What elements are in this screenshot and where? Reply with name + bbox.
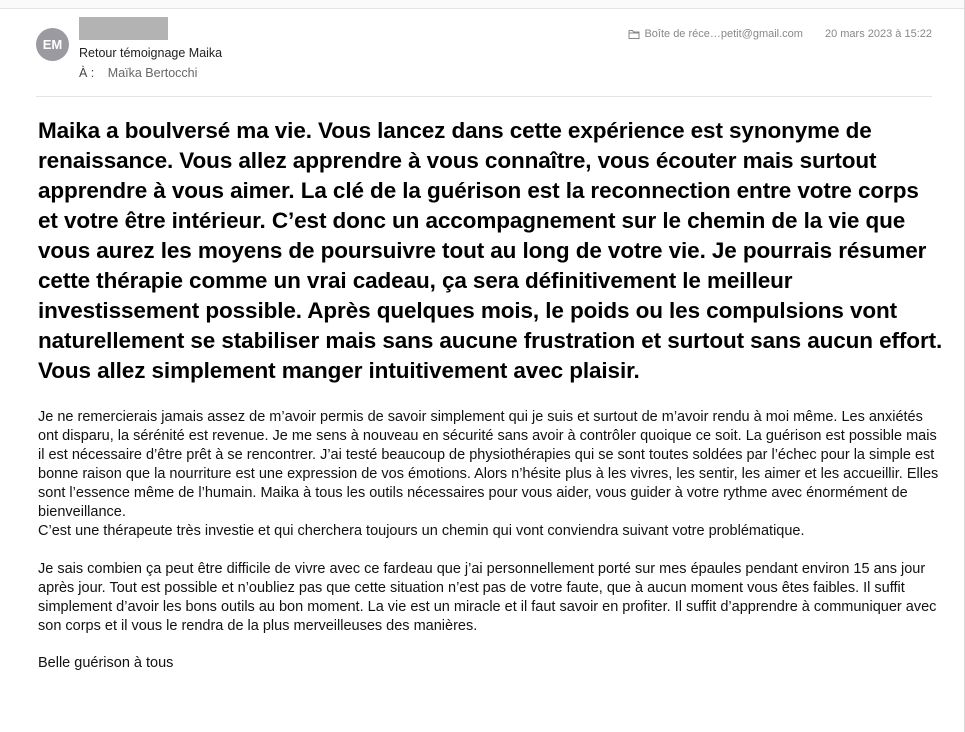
email-date: 20 mars 2023 à 15:22: [824, 28, 932, 40]
folder-icon: [628, 28, 640, 40]
body-paragraph-1: Je ne remercierais jamais assez de m’avoir permis de savoir simplement qui je suis et surtout de m’avoir rendu à moi même. Les anxiétés ont disparu, la sérénité est revenue. Je me sens à nouveau en sécurité sans avoir à contrôler quoique ce soit. La guérison est possible mais il est nécessaire d’être prêt à se rencontrer. J’ai testé beaucoup de physiothérapies qui se sont toutes soldées par l’échec pour la simple est bonne raison que la nourriture est une expression de vos émotions. Alors n’hésite plus à les vivres, les sentir, les aimer et les accueillir. Elles sont l’essence même de l’humain. Maika à tous les outils nécessaires pour vous aider, vous guider à votre rythme avec énormément de bienveillance.: [38, 409, 939, 520]
body-paragraph-2: C’est une thérapeute très investie et qui cherchera toujours un chemin qui vont conviendra suivant votre problématique.: [38, 523, 805, 539]
closing-line: Belle guérison à tous: [38, 655, 174, 671]
to-label: À :: [79, 66, 95, 80]
recipient-row: [79, 66, 197, 80]
header-divider: [36, 96, 932, 97]
window-top-edge: [0, 0, 965, 9]
mailbox-label: Boîte de réce…petit@gmail.com: [644, 28, 803, 40]
email-body: [38, 116, 943, 673]
email-subject: Retour témoignage Maika: [79, 46, 223, 60]
body-paragraph-3: Je sais combien ça peut être difficile de vivre avec ce fardeau que j’ai personnellement porté sur mes épaules pendant environ 15 ans jour après jour. Tout est possible et n’oubliez pas que cette situation n’est pas de votre faute, que à aucun moment vous êtes faibles. Il suffit simplement d’avoir les bons outils au bon moment. La vie est un miracle et il faut savoir en profiter. Il suffit d’apprendre à communiquer avec son corps et il vous le rendra de la plus merveilleuses des manières.: [38, 561, 937, 634]
mailbox-link[interactable]: [628, 28, 803, 40]
testimonial-headline: Maika a boulversé ma vie. Vous lancez dans cette expérience est synonyme de renaissance. Vous allez apprendre à vous connaître, vous écouter mais surtout apprendre à vous aimer. La clé de la guérison est la reconnection entre votre corps et votre être intérieur. C’est donc un accompagnement sur le chemin de la vie que vous aurez les moyens de poursuivre tout au long de votre vie. Je pourrais résumer cette thérapie comme un vrai cadeau, ça sera définitivement le meilleur investissement possible. Après quelques mois, le poids ou les compulsions vont naturellement se stabiliser mais sans aucune frustration et surtout sans aucun effort. Vous allez simplement manger intuitivement avec plaisir.: [38, 118, 943, 383]
avatar: [36, 28, 69, 61]
email-meta: [628, 28, 932, 40]
sender-name-redacted: [79, 17, 168, 40]
recipient-name[interactable]: Maïka Bertocchi: [107, 66, 198, 80]
avatar-initials: EM: [42, 37, 63, 52]
